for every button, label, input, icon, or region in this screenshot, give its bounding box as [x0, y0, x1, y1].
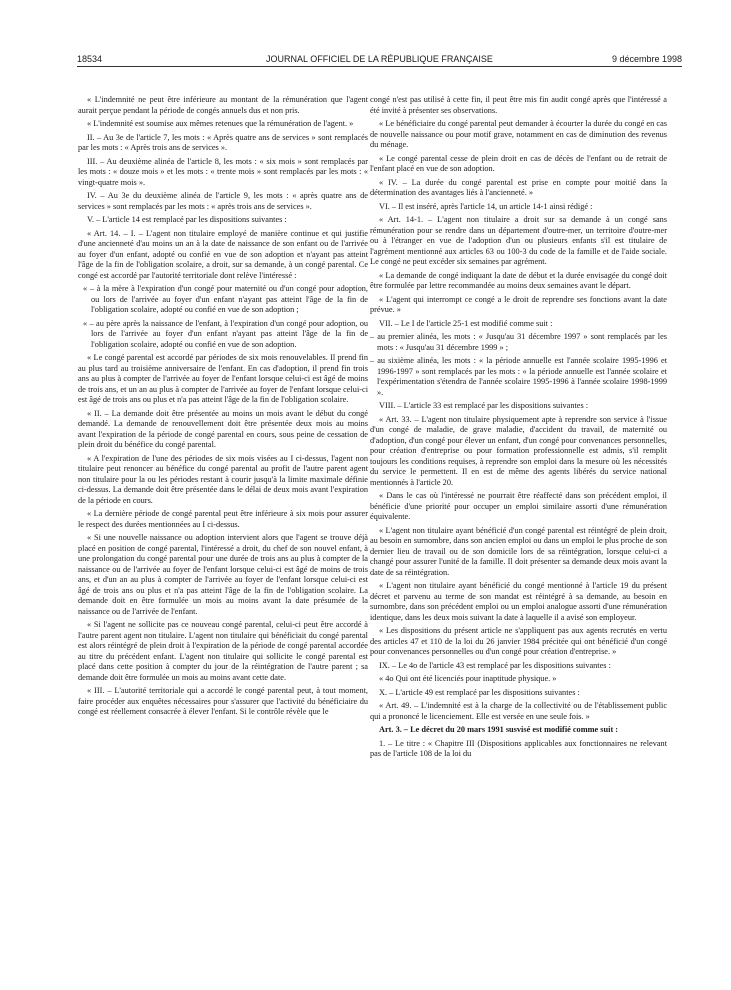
paragraph: « III. – L'autorité territoriale qui a accordé le congé parental peut, à tout moment, faire procéder aux enquêtes nécessaires pour s'assurer que l'activité du bénéficiaire du congé est réellement consacrée à élever l'enfant. Si le contrôle révèle que le [78, 686, 368, 716]
paragraph: VII. – Le I de l'article 25-1 est modifié comme suit : [379, 318, 553, 328]
paragraph: III. – Au deuxième alinéa de l'article 8, les mots : « six mois » sont remplacés par les mots : « douze mois » et les mots : « trente mois » sont remplacés par les mots : « vingt-quatre mois ». [78, 156, 368, 187]
paragraph: « L'agent qui interrompt ce congé a le droit de reprendre ses fonctions avant la date prévue. » [370, 294, 667, 314]
right-column [370, 95, 667, 763]
paragraph: « L'agent non titulaire ayant bénéficié d'un congé parental est réintégré de plein droit, au besoin en surnombre, dans son ancien emploi ou dans un emploi le plus proche de son dernier lieu de travail ou de son domicile lors de sa réintégration, lorsque celui-ci a changé pour assurer l'unité de la famille. Il doit présenter sa demande deux mois avant la date de sa réintégration. [370, 525, 667, 577]
paragraph: « L'agent non titulaire ayant bénéficié du congé mentionné à l'article 19 du présent décret et parvenu au terme de son mandat est réintégré à sa demande, au besoin en surnombre, dans son précédent emploi ou un emploi analogue assorti d'une rémunération identique, dans les deux mois suivant la date à laquelle il a avisé son employeur. [370, 581, 667, 622]
paragraph: X. – L'article 49 est remplacé par les dispositions suivantes : [379, 687, 580, 697]
paragraph: « Le congé parental cesse de plein droit en cas de décès de l'enfant ou de retrait de l'enfant placé en vue de son adoption. [370, 153, 667, 173]
paragraph: « Si l'agent ne sollicite pas ce nouveau congé parental, celui-ci peut être accordé à l'autre parent agent non titulaire. L'agent non titulaire qui bénéficiait du congé parental est alors réintégré de plein droit à l'expiration de la période de congé parental accordée au titre du précédent enfant. L'agent non titulaire qui sollicite le congé parental est placé dans cette position à compter du jour de la réintégration de l'autre parent ; sa demande doit être formulée un mois au moins avant cette date. [78, 620, 368, 682]
left-column [78, 95, 368, 721]
paragraph: VIII. – L'article 33 est remplacé par les dispositions suivantes : [379, 401, 589, 410]
list-item: « – à la mère à l'expiration d'un congé pour maternité ou d'un congé pour adoption, ou lors de l'arrivée au foyer d'un enfant n'ayant pas atteint l'âge de la fin de l'obligation scolaire, adopté ou confié en vue de son adoption ; [83, 284, 368, 314]
header-rule [77, 66, 682, 67]
paragraph: « IV. – La durée du congé parental est prise en compte pour moitié dans la détermination des avantages liés à l'ancienneté. » [370, 177, 667, 197]
paragraph: V. – L'article 14 est remplacé par les dispositions suivantes : [87, 215, 287, 224]
paragraph: « L'indemnité est soumise aux mêmes retenues que la rémunération de l'agent. » [87, 119, 354, 128]
paragraph: « Art. 14. – I. – L'agent non titulaire employé de manière continue et qui justifie d'une ancienneté d'au moins un an à la date de naissance de son enfant ou de l'arrivée au foyer d'un enfant, adopté ou confié en vue de son adoption et n'ayant pas atteint l'âge de la fin de l'obligation scolaire, a droit, sur sa demande, à un congé parental. Ce congé est accordé par l'autorité territoriale dont relève l'intéressé : [78, 228, 368, 280]
article-heading: Art. 3. – Le décret du 20 mars 1991 susvisé est modifié comme suit : [379, 725, 619, 734]
paragraph: IV. – Au 3e du deuxième alinéa de l'article 9, les mots : « après quatre ans de services » sont remplacés par les mots : « après trois ans de services ». [78, 191, 368, 211]
paragraph: « Art. 14-1. – L'agent non titulaire a droit sur sa demande à un congé sans rémunération pour se rendre dans un département d'outre-mer, un territoire d'outre-mer ou à l'étranger en vue de l'adoption d'un ou plusieurs enfants s'il est titulaire de l'agrément mentionné aux articles 63 ou 100-3 du code de la famille et de l'aide sociale. Le congé ne peut excéder six semaines par agrément. [370, 215, 667, 266]
paragraph: « La demande de congé indiquant la date de début et la durée envisagée du congé doit être formulée par lettre recommandée au moins deux semaines avant le départ. [370, 270, 667, 290]
list-item: – au premier alinéa, les mots : « Jusqu'au 31 décembre 1997 » sont remplacés par les mots : « Jusqu'au 31 décembre 1999 » ; [370, 332, 667, 352]
paragraph: « Les dispositions du présent article ne s'appliquent pas aux agents recrutés en vertu des articles 47 et 110 de la loi du 26 janvier 1984 précitée qui ont bénéficié d'un congé pour convenances personnelles ou d'un congé pour création d'entreprise. » [370, 626, 667, 656]
paragraph: II. – Au 3e de l'article 7, les mots : « Après quatre ans de services » sont remplacés par les mots : « Après trois ans de services ». [78, 132, 368, 152]
paragraph: « Art. 33. – L'agent non titulaire physiquement apte à reprendre son service à l'issue d'un congé de maladie, de grave maladie, d'accident du travail, de maternité ou d'adoption, d'un congé pour élever un enfant, d'un congé pour convenances personnelles, pour création d'entreprise ou pour formation professionnelle est admis, s'il remplit toujours les conditions requises, à reprendre son emploi dans la mesure où les nécessités du service le permettent. Il en est de même des agents libérés du service national mentionnés à l'article 20. [370, 414, 667, 487]
paragraph: « Le congé parental est accordé par périodes de six mois renouvelables. Il prend fin au plus tard au troisième anniversaire de l'enfant. En cas d'adoption, il prend fin trois ans au plus à compter de l'arrivée au foyer de l'enfant lorsque celui-ci est âgé de moins de trois ans, et un an au plus à compter de l'arrivée au foyer de l'enfant lorsque celui-ci est âgé de trois ans ou plus et n'a pas atteint l'âge de la fin de l'obligation scolaire. [78, 353, 368, 404]
paragraph: IX. – Le 4o de l'article 43 est remplacé par les dispositions suivantes : [379, 660, 611, 670]
page-number: 18534 [77, 54, 103, 64]
paragraph: « Art. 49. – L'indemnité est à la charge de la collectivité ou de l'établissement public qui a prononcé le licenciement. Elle est versée en une seule fois. » [370, 701, 667, 721]
paragraph: « L'indemnité ne peut être inférieure au montant de la rémunération que l'agent aurait perçue pendant la période de congés annuels dus et non pris. [78, 95, 368, 115]
paragraph: « II. – La demande doit être présentée au moins un mois avant le début du congé demandé. La demande de renouvellement doit être présentée deux mois au moins avant l'expiration de la période de congé parental en cours, sous peine de cessation de plein droit du bénéfice du congé parental. [78, 408, 368, 449]
publication-date: 9 décembre 1998 [611, 54, 682, 64]
paragraph: VI. – Il est inséré, après l'article 14, un article 14-1 ainsi rédigé : [379, 201, 593, 211]
paragraph: congé n'est pas utilisé à cette fin, il peut être mis fin audit congé après que l'intéressé a été invité à présenter ses observations. [370, 95, 667, 115]
paragraph: « La dernière période de congé parental peut être inférieure à six mois pour assurer le respect des durées mentionnées au I ci-dessus. [78, 509, 368, 529]
paragraph: « 4o Qui ont été licenciés pour inaptitude physique. » [379, 674, 557, 683]
paragraph: 1. – Le titre : « Chapitre III (Dispositions applicables aux fonctionnaires ne relevant pas de l'article 108 de la loi du [370, 738, 667, 758]
paragraph: « Le bénéficiaire du congé parental peut demander à écourter la durée du congé en cas de nouvelle naissance ou pour motif grave, notamment en cas de diminution des revenus du ménage. [370, 119, 667, 149]
paragraph: « Si une nouvelle naissance ou adoption intervient alors que l'agent se trouve déjà placé en position de congé parental, l'intéressé a droit, du chef de son nouvel enfant, à une prolongation du congé parental pour une durée de trois ans au plus à compter de la naissance ou de l'arrivée au foyer de l'enfant lorsque celui-ci est âgé de moins de trois ans, et d'un an au plus à compter de l'arrivée au foyer de l'enfant lorsque celui-ci est âgé de trois ans ou plus et n'a pas atteint l'âge de la fin de l'obligation scolaire. La demande doit en être formulée un mois au moins avant la date présumée de la naissance ou de l'arrivée de l'enfant. [78, 533, 368, 616]
journal-title: JOURNAL OFFICIEL DE LA RÉPUBLIQUE FRANÇAISE [266, 54, 493, 64]
list-item: – au sixième alinéa, les mots : « la période annuelle est l'année scolaire 1995-1996 et 1996-1997 » sont remplacés par les mots : « la période annuelle est l'année scolaire et l'expérimentation s'étendra de l'année scolaire 1995-1996 à l'année scolaire 1998-1999 ». [370, 356, 667, 397]
paragraph: « Dans le cas où l'intéressé ne pourrait être réaffecté dans son précédent emploi, il bénéficie d'une priorité pour occuper un emploi similaire assorti d'une rémunération équivalente. [370, 491, 667, 521]
list-item: « – au père après la naissance de l'enfant, à l'expiration d'un congé pour adoption, ou lors de l'arrivée au foyer d'un enfant n'ayant pas atteint l'âge de la fin de l'obligation scolaire, adopté ou confié en vue de son adoption. [83, 318, 368, 349]
paragraph: « A l'expiration de l'une des périodes de six mois visées au I ci-dessus, l'agent non titulaire peut renoncer au bénéfice du congé parental au profit de l'autre parent agent non titulaire pour la ou les périodes restant à courir jusqu'à la limite maximale définie ci-dessus. La demande doit être présentée dans le délai de deux mois avant l'expiration de la période en cours. [78, 453, 368, 505]
